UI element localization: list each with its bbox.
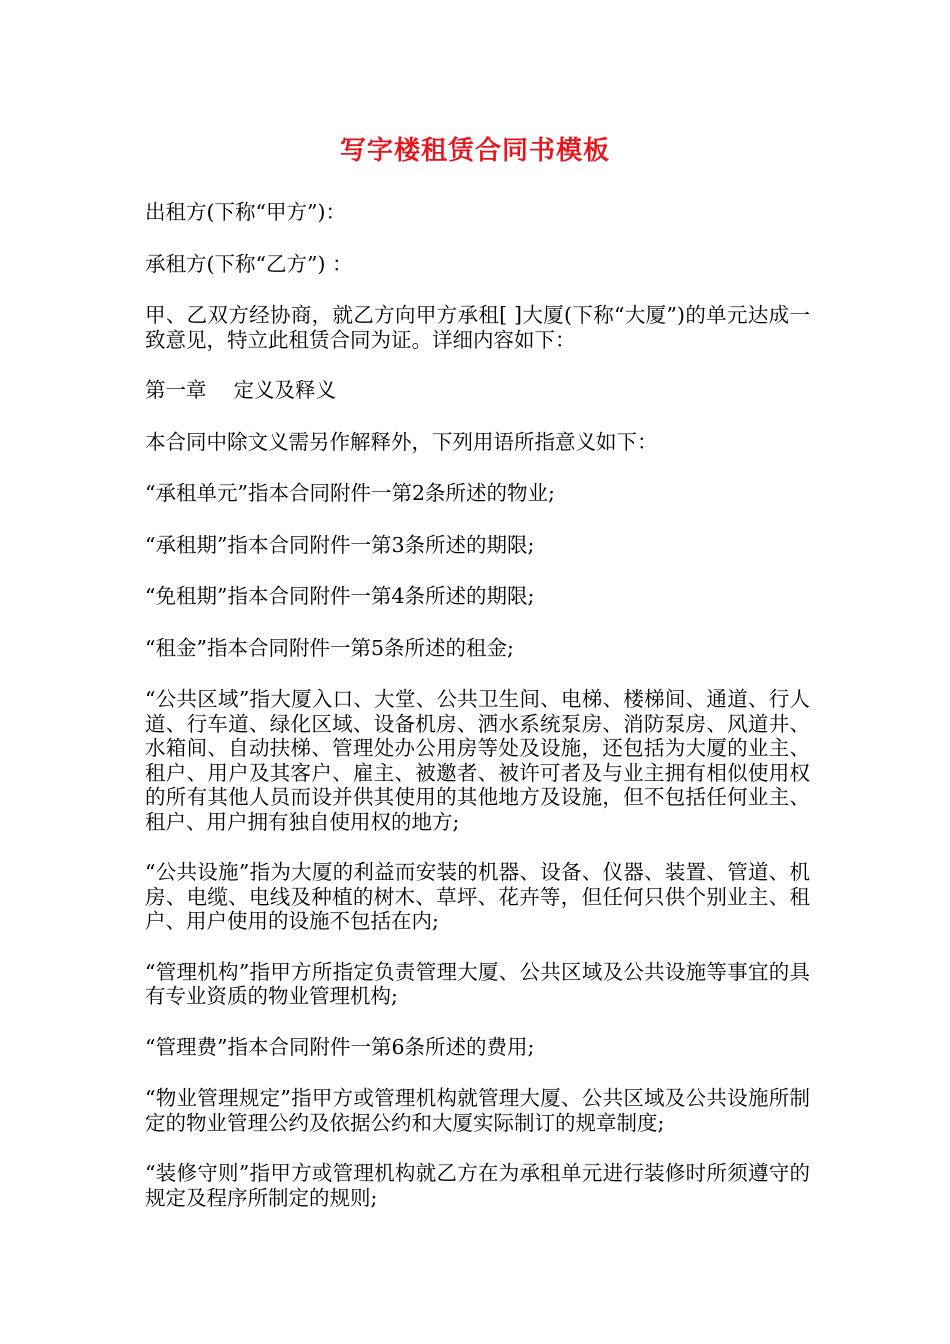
document-title: 写字楼租赁合同书模板 xyxy=(339,136,610,166)
definition-public-facilities: “公共设施”指为大厦的利益而安装的机器、设备、仪器、装置、管道、机房、电缆、电线及种植的树木、草坪、花卉等，但任何只供个别业主、租户、用户使用的设施不包括在内; xyxy=(145,860,810,933)
document-body xyxy=(145,200,810,1236)
definition-renovation-rules: “装修守则”指甲方或管理机构就乙方在为承租单元进行装修时所须遵守的规定及程序所制定的规则; xyxy=(145,1161,810,1210)
paragraph-intro: 甲、乙双方经协商，就乙方向甲方承租[ ]大厦(下称“大厦”)的单元达成一致意见，特立此租赁合同为证。详细内容如下： xyxy=(145,303,810,352)
definition-rent: “租金”指本合同附件一第5条所述的租金; xyxy=(145,635,514,660)
definition-public-area: “公共区域”指大厦入口、大堂、公共卫生间、电梯、楼梯间、通道、行人道、行车道、绿化区域、设备机房、洒水系统泵房、消防泵房、风道井、水箱间、自动扶梯、管理处办公用房等处及设施，还包括为大厦的业主、租户、用户及其客户、雇主、被邀者、被许可者及与业主拥有相似使用权的所有其他人员而设并供其使用的其他地方及设施，但不包括任何业主、租户、用户拥有独自使用权的地方; xyxy=(145,687,810,834)
definition-property-rules: “物业管理规定”指甲方或管理机构就管理大厦、公共区域及公共设施所制定的物业管理公约及依据公约和大厦实际制订的规章制度; xyxy=(145,1086,810,1135)
definition-lease-term: “承租期”指本合同附件一第3条所述的期限; xyxy=(145,532,535,557)
paragraph-lessee: 承租方(下称“乙方”) ： xyxy=(145,251,353,276)
definition-management-agency: “管理机构”指甲方所指定负责管理大厦、公共区域及公共设施等事宜的具有专业资质的物业管理机构; xyxy=(145,959,810,1008)
paragraph-lessor: 出租方(下称“甲方”)： xyxy=(145,200,346,224)
definition-management-fee: “管理费”指本合同附件一第6条所述的费用; xyxy=(145,1034,535,1059)
paragraph-definitions-intro: 本合同中除文义需另作解释外，下列用语所指意义如下： xyxy=(145,429,658,454)
definition-leased-unit: “承租单元”指本合同附件一第2条所述的物业; xyxy=(145,481,555,505)
chapter-heading: 第一章 定义及释义 xyxy=(145,378,337,402)
definition-rent-free-period: “免租期”指本合同附件一第4条所述的期限; xyxy=(145,584,535,608)
